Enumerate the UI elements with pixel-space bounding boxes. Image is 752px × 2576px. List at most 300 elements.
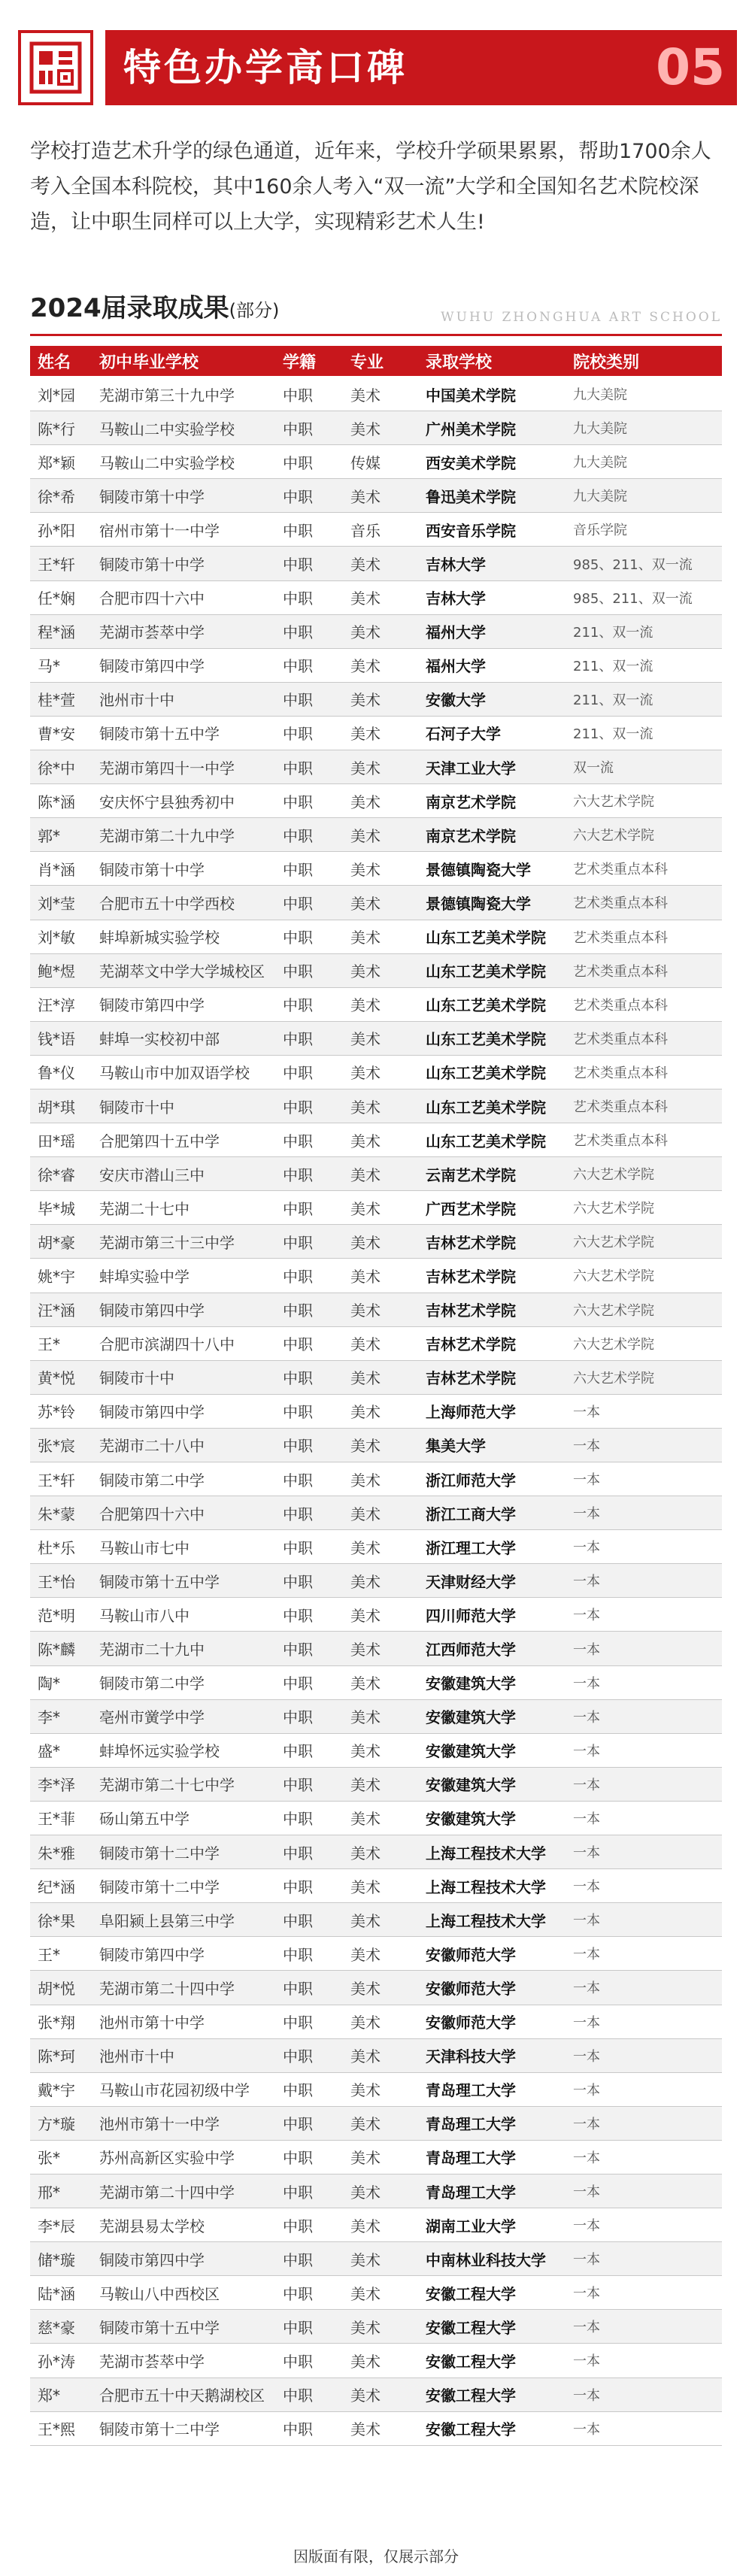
table-row	[30, 1055, 722, 1089]
cell-junior-school: 砀山第五中学	[92, 1801, 275, 1835]
cell-category: 一本	[566, 1733, 722, 1767]
cell-status: 中职	[275, 445, 343, 479]
cell-admitted-school: 安徽工程大学	[418, 2411, 566, 2445]
cell-major: 传媒	[343, 445, 418, 479]
table-row	[30, 377, 722, 411]
cell-major: 美术	[343, 580, 418, 614]
col-header-junior-school: 初中毕业学校	[92, 346, 275, 377]
cell-junior-school: 蚌埠新城实验学校	[92, 920, 275, 953]
cell-major: 美术	[343, 1598, 418, 1632]
cell-category: 一本	[566, 1530, 722, 1564]
table-row	[30, 1665, 722, 1699]
cell-category: 211、双一流	[566, 648, 722, 682]
cell-junior-school: 铜陵市第四中学	[92, 1937, 275, 1971]
table-row	[30, 2174, 722, 2208]
cell-status: 中职	[275, 1225, 343, 1259]
table-row	[30, 784, 722, 818]
cell-admitted-school: 山东工艺美术学院	[418, 987, 566, 1021]
table-row	[30, 886, 722, 920]
cell-junior-school: 铜陵市第十二中学	[92, 1835, 275, 1869]
cell-junior-school: 池州市十中	[92, 682, 275, 716]
cell-junior-school: 铜陵市第四中学	[92, 2242, 275, 2276]
cell-category: 一本	[566, 1632, 722, 1665]
cell-name: 陈*涵	[30, 784, 92, 818]
cell-admitted-school: 吉林大学	[418, 580, 566, 614]
cell-admitted-school: 天津工业大学	[418, 750, 566, 784]
cell-admitted-school: 广西艺术学院	[418, 1191, 566, 1225]
page-header	[18, 30, 737, 105]
cell-major: 美术	[343, 1733, 418, 1767]
cell-admitted-school: 山东工艺美术学院	[418, 953, 566, 987]
cell-category: 艺术类重点本科	[566, 953, 722, 987]
cell-junior-school: 马鞍山市七中	[92, 1530, 275, 1564]
cell-admitted-school: 上海师范大学	[418, 1394, 566, 1428]
cell-name: 陶*	[30, 1665, 92, 1699]
cell-category: 一本	[566, 1971, 722, 2005]
cell-junior-school: 铜陵市第四中学	[92, 1293, 275, 1326]
cell-major: 美术	[343, 852, 418, 886]
intro-paragraph: 学校打造艺术升学的绿色通道，近年来，学校升学硕果累累，帮助1700余人考入全国本科院校，其中160余人考入“双一流”大学和全国知名艺术院校深造，让中职生同样可以上大学，实现精彩艺术人生!	[30, 140, 711, 234]
cell-status: 中职	[275, 2242, 343, 2276]
cell-name: 李*辰	[30, 2208, 92, 2242]
title-banner	[105, 30, 737, 105]
cell-category: 艺术类重点本科	[566, 1021, 722, 1055]
table-row	[30, 2276, 722, 2310]
cell-name: 杜*乐	[30, 1530, 92, 1564]
cell-admitted-school: 安徽建筑大学	[418, 1767, 566, 1801]
cell-category: 211、双一流	[566, 716, 722, 750]
cell-status: 中职	[275, 1564, 343, 1598]
cell-admitted-school: 西安美术学院	[418, 445, 566, 479]
table-row	[30, 2038, 722, 2072]
cell-category: 一本	[566, 1937, 722, 1971]
cell-major: 美术	[343, 1564, 418, 1598]
cell-status: 中职	[275, 2208, 343, 2242]
cell-status: 中职	[275, 1869, 343, 1903]
cell-junior-school: 苏州高新区实验中学	[92, 2140, 275, 2174]
cell-name: 孙*涛	[30, 2344, 92, 2377]
table-row	[30, 1903, 722, 1937]
cell-status: 中职	[275, 1326, 343, 1360]
cell-status: 中职	[275, 2072, 343, 2106]
cell-major: 美术	[343, 2072, 418, 2106]
cell-admitted-school: 安徽师范大学	[418, 2005, 566, 2038]
table-row	[30, 2344, 722, 2377]
cell-status: 中职	[275, 513, 343, 547]
cell-major: 美术	[343, 716, 418, 750]
cell-junior-school: 芜湖市荟萃中学	[92, 614, 275, 648]
cell-junior-school: 铜陵市第二中学	[92, 1665, 275, 1699]
cell-name: 胡*豪	[30, 1225, 92, 1259]
cell-admitted-school: 安徽工程大学	[418, 2344, 566, 2377]
cell-status: 中职	[275, 1123, 343, 1157]
cell-major: 美术	[343, 953, 418, 987]
cell-major: 美术	[343, 2344, 418, 2377]
cell-name: 郑*	[30, 2377, 92, 2411]
cell-admitted-school: 青岛理工大学	[418, 2106, 566, 2140]
cell-junior-school: 铜陵市第十二中学	[92, 2411, 275, 2445]
cell-major: 美术	[343, 2140, 418, 2174]
cell-name: 汪*淳	[30, 987, 92, 1021]
table-row	[30, 479, 722, 513]
table-row	[30, 953, 722, 987]
cell-name: 肖*涵	[30, 852, 92, 886]
table-row	[30, 1699, 722, 1733]
cell-junior-school: 铜陵市第四中学	[92, 648, 275, 682]
cell-status: 中职	[275, 852, 343, 886]
cell-status: 中职	[275, 1259, 343, 1293]
cell-major: 美术	[343, 1394, 418, 1428]
cell-name: 张*宸	[30, 1428, 92, 1462]
cell-admitted-school: 中南林业科技大学	[418, 2242, 566, 2276]
cell-category: 一本	[566, 1564, 722, 1598]
cell-junior-school: 芜湖市第二十九中学	[92, 818, 275, 852]
cell-junior-school: 铜陵市第四中学	[92, 1394, 275, 1428]
cell-category: 一本	[566, 2174, 722, 2208]
table-row	[30, 1428, 722, 1462]
cell-admitted-school: 四川师范大学	[418, 1598, 566, 1632]
table-row	[30, 1496, 722, 1530]
cell-status: 中职	[275, 2377, 343, 2411]
cell-name: 刘*园	[30, 377, 92, 411]
cell-name: 范*明	[30, 1598, 92, 1632]
cell-category: 音乐学院	[566, 513, 722, 547]
cell-admitted-school: 浙江师范大学	[418, 1462, 566, 1496]
cell-junior-school: 合肥市五十中学西校	[92, 886, 275, 920]
cell-name: 李*	[30, 1699, 92, 1733]
cell-admitted-school: 安徽师范大学	[418, 1937, 566, 1971]
cell-category: 一本	[566, 1699, 722, 1733]
col-header-major: 专业	[343, 346, 418, 377]
table-row	[30, 1293, 722, 1326]
cell-major: 美术	[343, 2310, 418, 2344]
cell-major: 美术	[343, 682, 418, 716]
cell-admitted-school: 吉林艺术学院	[418, 1326, 566, 1360]
cell-junior-school: 铜陵市十中	[92, 1360, 275, 1394]
cell-category: 艺术类重点本科	[566, 1123, 722, 1157]
cell-status: 中职	[275, 716, 343, 750]
cell-admitted-school: 山东工艺美术学院	[418, 1123, 566, 1157]
cell-major: 美术	[343, 411, 418, 445]
cell-junior-school: 芜湖市第二十七中学	[92, 1767, 275, 1801]
cell-category: 六大艺术学院	[566, 818, 722, 852]
cell-admitted-school: 吉林艺术学院	[418, 1259, 566, 1293]
cell-category: 六大艺术学院	[566, 1225, 722, 1259]
cell-junior-school: 芜湖市第二十四中学	[92, 1971, 275, 2005]
cell-status: 中职	[275, 920, 343, 953]
table-row	[30, 1360, 722, 1394]
cell-category: 985、211、双一流	[566, 580, 722, 614]
cell-category: 一本	[566, 1496, 722, 1530]
table-row	[30, 1123, 722, 1157]
cell-admitted-school: 鲁迅美术学院	[418, 479, 566, 513]
cell-major: 美术	[343, 1225, 418, 1259]
table-row	[30, 2310, 722, 2344]
cell-category: 一本	[566, 2106, 722, 2140]
cell-major: 美术	[343, 2106, 418, 2140]
admission-table-wrapper	[30, 346, 722, 2446]
cell-category: 一本	[566, 1665, 722, 1699]
table-row	[30, 818, 722, 852]
cell-name: 胡*琪	[30, 1089, 92, 1123]
table-row	[30, 1259, 722, 1293]
cell-major: 美术	[343, 1632, 418, 1665]
cell-status: 中职	[275, 1293, 343, 1326]
cell-category: 九大美院	[566, 377, 722, 411]
cell-admitted-school: 石河子大学	[418, 716, 566, 750]
cell-status: 中职	[275, 2174, 343, 2208]
table-row	[30, 513, 722, 547]
cell-status: 中职	[275, 1598, 343, 1632]
cell-junior-school: 池州市第十一中学	[92, 2106, 275, 2140]
cell-name: 苏*铃	[30, 1394, 92, 1428]
cell-status: 中职	[275, 2140, 343, 2174]
cell-status: 中职	[275, 682, 343, 716]
cell-category: 一本	[566, 2208, 722, 2242]
cell-junior-school: 芜湖市二十九中	[92, 1632, 275, 1665]
cell-major: 美术	[343, 1089, 418, 1123]
cell-name: 王*	[30, 1937, 92, 1971]
cell-status: 中职	[275, 411, 343, 445]
cell-major: 美术	[343, 1157, 418, 1191]
cell-junior-school: 蚌埠实验中学	[92, 1259, 275, 1293]
cell-status: 中职	[275, 1835, 343, 1869]
cell-status: 中职	[275, 648, 343, 682]
cell-category: 六大艺术学院	[566, 1326, 722, 1360]
cell-name: 王*菲	[30, 1801, 92, 1835]
cell-admitted-school: 安徽工程大学	[418, 2276, 566, 2310]
table-row	[30, 2411, 722, 2445]
cell-admitted-school: 上海工程技术大学	[418, 1869, 566, 1903]
table-row	[30, 1462, 722, 1496]
cell-category: 一本	[566, 2310, 722, 2344]
table-row	[30, 1598, 722, 1632]
cell-admitted-school: 天津财经大学	[418, 1564, 566, 1598]
cell-junior-school: 芜湖市第三十三中学	[92, 1225, 275, 1259]
table-row	[30, 1191, 722, 1225]
cell-junior-school: 芜湖萃文中学大学城校区	[92, 953, 275, 987]
cell-admitted-school: 湖南工业大学	[418, 2208, 566, 2242]
cell-major: 美术	[343, 2208, 418, 2242]
cell-category: 一本	[566, 1767, 722, 1801]
cell-junior-school: 安庆市潜山三中	[92, 1157, 275, 1191]
cell-junior-school: 芜湖市荟萃中学	[92, 2344, 275, 2377]
cell-major: 美术	[343, 614, 418, 648]
cell-major: 美术	[343, 1360, 418, 1394]
cell-major: 美术	[343, 1428, 418, 1462]
cell-category: 六大艺术学院	[566, 1191, 722, 1225]
cell-name: 李*泽	[30, 1767, 92, 1801]
cell-status: 中职	[275, 2005, 343, 2038]
cell-junior-school: 阜阳颍上县第三中学	[92, 1903, 275, 1937]
cell-category: 一本	[566, 2242, 722, 2276]
table-row	[30, 1971, 722, 2005]
cell-name: 刘*敏	[30, 920, 92, 953]
cell-status: 中职	[275, 1055, 343, 1089]
cell-admitted-school: 上海工程技术大学	[418, 1903, 566, 1937]
table-row	[30, 1564, 722, 1598]
cell-status: 中职	[275, 1733, 343, 1767]
cell-category: 985、211、双一流	[566, 547, 722, 580]
cell-admitted-school: 云南艺术学院	[418, 1157, 566, 1191]
cell-category: 一本	[566, 1394, 722, 1428]
cell-name: 郑*颖	[30, 445, 92, 479]
table-row	[30, 1021, 722, 1055]
cell-major: 美术	[343, 1530, 418, 1564]
cell-name: 陈*行	[30, 411, 92, 445]
cell-status: 中职	[275, 1971, 343, 2005]
cell-junior-school: 芜湖二十七中	[92, 1191, 275, 1225]
cell-junior-school: 蚌埠一实校初中部	[92, 1021, 275, 1055]
cell-junior-school: 池州市第十中学	[92, 2005, 275, 2038]
cell-junior-school: 铜陵市第十五中学	[92, 1564, 275, 1598]
table-row	[30, 547, 722, 580]
cell-category: 一本	[566, 1598, 722, 1632]
cell-category: 一本	[566, 2411, 722, 2445]
cell-name: 马*	[30, 648, 92, 682]
cell-name: 方*璇	[30, 2106, 92, 2140]
cell-junior-school: 马鞍山市花园初级中学	[92, 2072, 275, 2106]
table-row	[30, 648, 722, 682]
admission-table	[30, 346, 722, 2446]
cell-status: 中职	[275, 1530, 343, 1564]
cell-status: 中职	[275, 750, 343, 784]
cell-status: 中职	[275, 818, 343, 852]
cell-admitted-school: 青岛理工大学	[418, 2174, 566, 2208]
cell-name: 鲍*煜	[30, 953, 92, 987]
cell-status: 中职	[275, 1089, 343, 1123]
table-row	[30, 852, 722, 886]
cell-name: 徐*果	[30, 1903, 92, 1937]
cell-major: 美术	[343, 750, 418, 784]
cell-major: 美术	[343, 2411, 418, 2445]
table-header-row	[30, 346, 722, 377]
cell-admitted-school: 安徽建筑大学	[418, 1733, 566, 1767]
cell-major: 美术	[343, 1903, 418, 1937]
cell-admitted-school: 浙江理工大学	[418, 1530, 566, 1564]
cell-admitted-school: 江西师范大学	[418, 1632, 566, 1665]
cell-status: 中职	[275, 1632, 343, 1665]
cell-major: 美术	[343, 818, 418, 852]
table-row	[30, 1801, 722, 1835]
cell-category: 六大艺术学院	[566, 1259, 722, 1293]
cell-name: 王*轩	[30, 547, 92, 580]
page-title: 特色办学高口碑	[123, 46, 408, 89]
table-row	[30, 1767, 722, 1801]
cell-junior-school: 芜湖市第四十一中学	[92, 750, 275, 784]
school-english-name: WUHU ZHONGHUA ART SCHOOL	[441, 310, 722, 325]
cell-name: 徐*睿	[30, 1157, 92, 1191]
cell-major: 美术	[343, 1259, 418, 1293]
cell-category: 六大艺术学院	[566, 1360, 722, 1394]
cell-name: 王*熙	[30, 2411, 92, 2445]
cell-admitted-school: 集美大学	[418, 1428, 566, 1462]
cell-name: 邢*	[30, 2174, 92, 2208]
cell-name: 钱*语	[30, 1021, 92, 1055]
cell-junior-school: 池州市十中	[92, 2038, 275, 2072]
cell-status: 中职	[275, 580, 343, 614]
table-row	[30, 1157, 722, 1191]
cell-junior-school: 马鞍山八中西校区	[92, 2276, 275, 2310]
cell-major: 美术	[343, 377, 418, 411]
table-row	[30, 2140, 722, 2174]
cell-name: 陆*涵	[30, 2276, 92, 2310]
cell-admitted-school: 安徽工程大学	[418, 2310, 566, 2344]
cell-admitted-school: 南京艺术学院	[418, 818, 566, 852]
cell-junior-school: 铜陵市第十中学	[92, 547, 275, 580]
table-row	[30, 2106, 722, 2140]
cell-name: 刘*莹	[30, 886, 92, 920]
cell-category: 一本	[566, 2276, 722, 2310]
cell-name: 慈*豪	[30, 2310, 92, 2344]
cell-admitted-school: 安徽建筑大学	[418, 1665, 566, 1699]
cell-category: 双一流	[566, 750, 722, 784]
table-row	[30, 411, 722, 445]
cell-major: 美术	[343, 1835, 418, 1869]
cell-category: 一本	[566, 1835, 722, 1869]
cell-admitted-school: 青岛理工大学	[418, 2072, 566, 2106]
cell-major: 美术	[343, 1123, 418, 1157]
cell-name: 戴*宇	[30, 2072, 92, 2106]
cell-admitted-school: 山东工艺美术学院	[418, 1055, 566, 1089]
cell-name: 王*	[30, 1326, 92, 1360]
cell-name: 张*	[30, 2140, 92, 2174]
table-row	[30, 445, 722, 479]
cell-admitted-school: 安徽工程大学	[418, 2377, 566, 2411]
cell-name: 徐*希	[30, 479, 92, 513]
cell-status: 中职	[275, 1699, 343, 1733]
table-row	[30, 1530, 722, 1564]
cell-admitted-school: 山东工艺美术学院	[418, 1021, 566, 1055]
cell-status: 中职	[275, 2038, 343, 2072]
cell-category: 艺术类重点本科	[566, 886, 722, 920]
cell-status: 中职	[275, 1021, 343, 1055]
cell-junior-school: 铜陵市第十五中学	[92, 716, 275, 750]
cell-junior-school: 合肥第四十六中	[92, 1496, 275, 1530]
cell-status: 中职	[275, 2276, 343, 2310]
cell-name: 王*轩	[30, 1462, 92, 1496]
cell-admitted-school: 吉林艺术学院	[418, 1293, 566, 1326]
cell-junior-school: 芜湖市二十八中	[92, 1428, 275, 1462]
cell-status: 中职	[275, 1191, 343, 1225]
heading-divider	[30, 334, 722, 336]
cell-junior-school: 马鞍山市中加双语学校	[92, 1055, 275, 1089]
cell-status: 中职	[275, 1157, 343, 1191]
cell-junior-school: 马鞍山市八中	[92, 1598, 275, 1632]
cell-admitted-school: 福州大学	[418, 648, 566, 682]
cell-name: 鲁*仪	[30, 1055, 92, 1089]
cell-admitted-school: 吉林艺术学院	[418, 1360, 566, 1394]
cell-admitted-school: 吉林大学	[418, 547, 566, 580]
table-row	[30, 716, 722, 750]
cell-junior-school: 安庆怀宁县独秀初中	[92, 784, 275, 818]
table-row	[30, 1835, 722, 1869]
cell-status: 中职	[275, 614, 343, 648]
cell-admitted-school: 青岛理工大学	[418, 2140, 566, 2174]
cell-name: 桂*萱	[30, 682, 92, 716]
col-header-category: 院校类别	[566, 346, 722, 377]
table-row	[30, 580, 722, 614]
table-row	[30, 1869, 722, 1903]
cell-admitted-school: 安徽大学	[418, 682, 566, 716]
cell-major: 美术	[343, 2242, 418, 2276]
cell-category: 一本	[566, 1869, 722, 1903]
table-row	[30, 1326, 722, 1360]
cell-major: 美术	[343, 1767, 418, 1801]
cell-category: 艺术类重点本科	[566, 1089, 722, 1123]
cell-status: 中职	[275, 1767, 343, 1801]
cell-major: 美术	[343, 547, 418, 580]
